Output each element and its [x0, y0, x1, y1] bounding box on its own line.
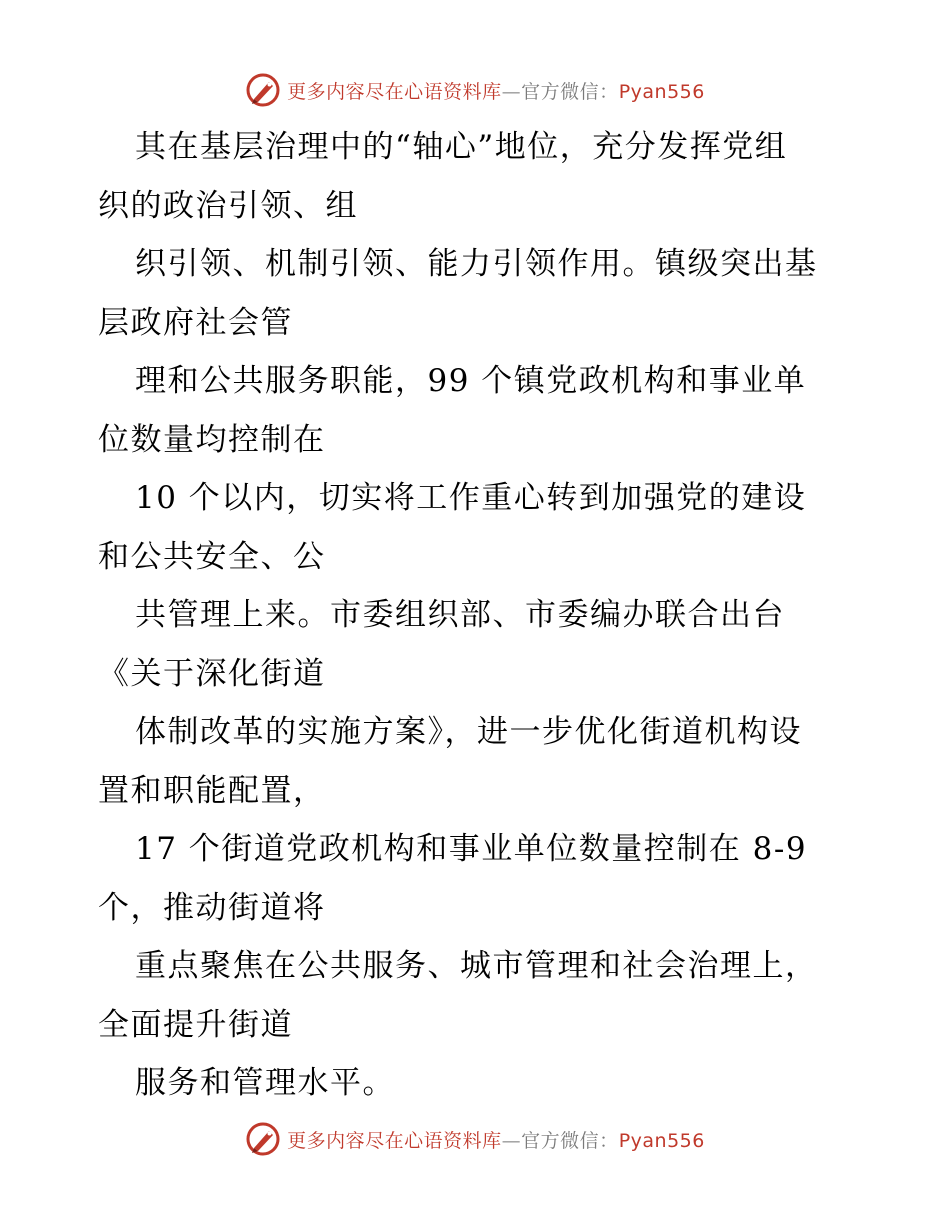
header-brand: 更多内容尽在心语资料库 — [287, 80, 502, 103]
body-line: 层政府社会管 — [98, 304, 293, 341]
body-line: 17 个街道党政机构和事业单位数量控制在 8-9 — [135, 831, 808, 867]
header-wechat-label: 官方微信： — [521, 80, 619, 103]
body-line: 位数量均控制在 — [98, 421, 326, 458]
footer-banner-text — [287, 1126, 705, 1153]
document-body — [98, 118, 858, 1113]
body-line: 置和职能配置， — [98, 772, 326, 809]
header-separator: — — [501, 80, 522, 103]
footer-separator: — — [501, 1129, 522, 1152]
body-line: 织的政治引领、组 — [98, 187, 358, 224]
body-line: 理和公共服务职能，99 个镇党政机构和事业单 — [135, 363, 807, 399]
body-line: 其在基层治理中的“轴心”地位，充分发挥党组 — [135, 129, 788, 165]
footer-wechat-id: Pyan556 — [618, 1129, 705, 1152]
body-line: 体制改革的实施方案》，进一步优化街道机构设 — [135, 714, 802, 750]
footer-brand: 更多内容尽在心语资料库 — [287, 1129, 502, 1152]
body-line: 服务和管理水平。 — [135, 1065, 395, 1101]
footer-banner — [0, 1117, 950, 1161]
body-line: 织引领、机制引领、能力引领作用。镇级突出基 — [135, 246, 818, 282]
header-wechat-id: Pyan556 — [618, 80, 705, 103]
body-line: 10 个以内，切实将工作重心转到加强党的建设 — [135, 480, 807, 516]
header-banner-text — [287, 77, 705, 104]
header-banner — [0, 68, 950, 112]
pen-circle-logo-icon — [245, 72, 281, 108]
body-line: 个，推动街道将 — [98, 889, 326, 926]
body-line: 共管理上来。市委组织部、市委编办联合出台 — [135, 597, 785, 633]
footer-wechat-label: 官方微信： — [521, 1129, 619, 1152]
body-line: 《关于深化街道 — [98, 655, 326, 692]
body-line: 全面提升街道 — [98, 1006, 293, 1043]
body-line: 重点聚焦在公共服务、城市管理和社会治理上， — [135, 948, 818, 984]
pen-circle-logo-icon — [245, 1121, 281, 1157]
body-line: 和公共安全、公 — [98, 538, 326, 575]
